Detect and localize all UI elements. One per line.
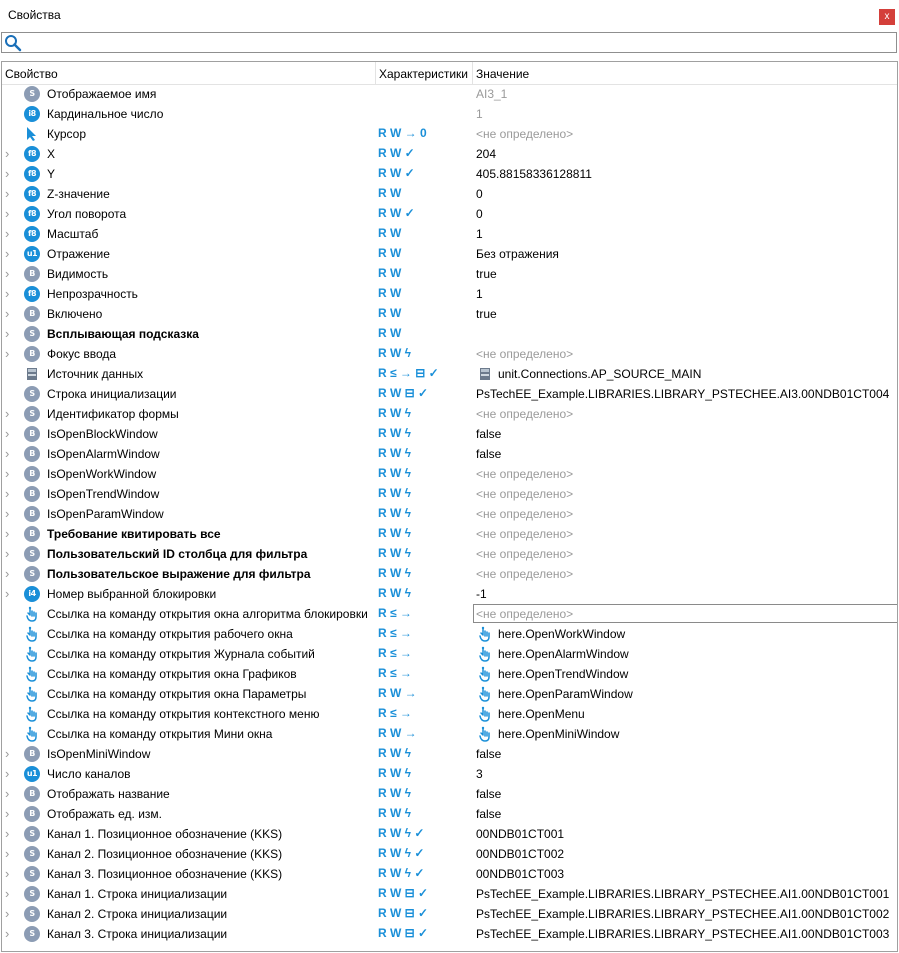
property-name: Включено [47,307,103,321]
property-name: Ссылка на команду открытия Мини окна [47,727,273,741]
property-name: Канал 3. Позиционное обозначение (KKS) [47,867,283,881]
property-row[interactable] [2,444,897,464]
property-value[interactable]: 1 [476,287,483,301]
property-characteristics: R ≤ → ⊟ ✓ [378,366,439,380]
property-row[interactable] [2,824,897,844]
property-characteristics: R W ϟ [378,786,412,800]
property-name: Строка инициализации [47,387,177,401]
expand-chevron-icon[interactable]: › [5,286,10,301]
property-name: IsOpenTrendWindow [47,487,160,501]
property-characteristics: R W → 0 [378,126,427,140]
property-characteristics: R W ⊟ ✓ [378,386,429,400]
expand-chevron-icon[interactable]: › [5,146,10,161]
property-characteristics: R W ⊟ ✓ [378,906,429,920]
property-characteristics: R W ✓ [378,166,415,180]
property-value[interactable]: <не определено> [476,407,574,421]
property-name: Число каналов [47,767,131,781]
property-name: Канал 3. Строка инициализации [47,927,228,941]
property-value[interactable]: <не определено> [476,547,574,561]
property-characteristics: R W ϟ [378,486,412,500]
property-value[interactable]: unit.Connections.AP_SOURCE_MAIN [498,367,702,381]
property-name: IsOpenMiniWindow [47,747,151,761]
property-row[interactable] [2,644,897,664]
property-name: Ссылка на команду открытия окна Графиков [47,667,297,681]
int8-type-icon: i8 [24,106,40,122]
property-row[interactable] [2,624,897,644]
property-row[interactable] [2,664,897,684]
property-characteristics: R W [378,306,402,320]
expand-chevron-icon[interactable]: › [5,306,10,321]
property-value[interactable]: PsTechEE_Example.LIBRARIES.LIBRARY_PSTECHEE.AI1.00NDB01CT002 [476,907,890,921]
property-characteristics: R W ϟ ✓ [378,866,425,880]
bool-type-icon: B [24,526,40,542]
property-value[interactable]: here.OpenWorkWindow [498,627,626,641]
property-row[interactable] [2,584,897,604]
property-row[interactable] [2,884,897,904]
property-row[interactable] [2,304,897,324]
float8-type-icon: f8 [24,226,40,242]
command-hand-icon [24,726,40,742]
bool-type-icon: B [24,786,40,802]
property-row[interactable] [2,784,897,804]
property-name: Канал 1. Строка инициализации [47,887,228,901]
property-row[interactable] [2,524,897,544]
property-characteristics: R ≤ → [378,666,412,680]
property-row[interactable] [2,844,897,864]
property-value[interactable]: false [476,807,502,821]
bool-type-icon: B [24,506,40,522]
expand-chevron-icon[interactable]: › [5,486,10,501]
expand-chevron-icon[interactable]: › [5,226,10,241]
expand-chevron-icon[interactable]: › [5,766,10,781]
property-name: Отображаемое имя [47,87,157,101]
property-name: Пользовательское выражение для фильтра [47,567,311,581]
property-name: IsOpenBlockWindow [47,427,158,441]
expand-chevron-icon[interactable]: › [5,826,10,841]
property-characteristics: R W [378,266,402,280]
property-name: Источник данных [47,367,144,381]
property-row[interactable] [2,464,897,484]
bool-type-icon: B [24,446,40,462]
property-row[interactable] [2,904,897,924]
column-splitter[interactable] [472,62,473,84]
column-header-characteristics[interactable]: Характеристики [379,67,468,81]
expand-chevron-icon[interactable]: › [5,166,10,181]
bool-type-icon: B [24,306,40,322]
property-row[interactable] [2,544,897,564]
string-type-icon: S [24,886,40,902]
expand-chevron-icon[interactable]: › [5,506,10,521]
property-name: Отражение [47,247,110,261]
float8-type-icon: f8 [24,286,40,302]
uint1-type-icon: u1 [24,246,40,262]
property-row[interactable] [2,324,897,344]
property-row[interactable] [2,364,897,384]
string-type-icon: S [24,406,40,422]
property-name: Пользовательский ID столбца для фильтра [47,547,308,561]
string-type-icon: S [24,386,40,402]
bool-type-icon: B [24,486,40,502]
property-grid [1,61,898,952]
property-row[interactable] [2,184,897,204]
property-row[interactable] [2,804,897,824]
property-name: Непрозрачность [47,287,138,301]
property-characteristics: R ≤ → [378,706,412,720]
property-characteristics: R W [378,246,402,260]
bool-type-icon: B [24,346,40,362]
command-hand-icon [24,666,40,682]
property-value[interactable]: false [476,447,502,461]
string-type-icon: S [24,846,40,862]
float8-type-icon: f8 [24,166,40,182]
property-name: Канал 2. Строка инициализации [47,907,228,921]
property-row[interactable] [2,724,897,744]
bool-type-icon: B [24,806,40,822]
property-row[interactable] [2,484,897,504]
float8-type-icon: f8 [24,146,40,162]
window-title: Свойства [8,8,61,22]
property-name: Ссылка на команду открытия контекстного меню [47,707,320,721]
property-row[interactable] [2,384,897,404]
close-button[interactable]: x [879,9,895,25]
property-value[interactable]: <не определено> [476,347,574,361]
string-type-icon: S [24,86,40,102]
command-hand-icon [24,686,40,702]
property-characteristics: R W ϟ [378,766,412,780]
string-type-icon: S [24,326,40,342]
property-name: Y [47,167,56,181]
property-name: Угол поворота [47,207,127,221]
property-characteristics: R ≤ → [378,626,412,640]
string-type-icon: S [24,926,40,942]
column-header-value[interactable]: Значение [476,67,530,81]
property-characteristics: R W ϟ ✓ [378,826,425,840]
property-value[interactable]: here.OpenParamWindow [498,687,633,701]
property-value[interactable]: here.OpenTrendWindow [498,667,629,681]
property-row[interactable] [2,284,897,304]
property-row[interactable] [2,704,897,724]
string-type-icon: S [24,826,40,842]
property-value[interactable]: true [476,307,497,321]
property-row[interactable] [2,864,897,884]
column-splitter[interactable] [375,62,376,84]
property-value[interactable]: false [476,787,502,801]
property-name: IsOpenWorkWindow [47,467,157,481]
property-characteristics: R W → [378,726,417,740]
expand-chevron-icon[interactable]: › [5,786,10,801]
search-icon [4,34,22,52]
property-characteristics: R W ϟ [378,506,412,520]
property-value[interactable]: here.OpenMenu [498,707,585,721]
command-hand-icon [477,646,493,662]
property-characteristics: R W ϟ [378,806,412,820]
expand-chevron-icon[interactable]: › [5,526,10,541]
property-value[interactable]: false [476,427,502,441]
property-value[interactable]: <не определено> [476,527,574,541]
property-characteristics: R W ϟ [378,746,412,760]
property-value[interactable]: <не определено> [476,607,574,621]
float8-type-icon: f8 [24,186,40,202]
property-row[interactable] [2,504,897,524]
property-name: Фокус ввода [47,347,117,361]
property-characteristics: R W ϟ [378,426,412,440]
property-value[interactable]: -1 [476,587,487,601]
property-characteristics: R W [378,186,402,200]
property-value[interactable]: 1 [476,107,483,121]
property-value[interactable]: 3 [476,767,483,781]
expand-chevron-icon[interactable]: › [5,346,10,361]
datasource-icon [477,366,493,382]
property-characteristics: R W ✓ [378,146,415,160]
expand-chevron-icon[interactable]: › [5,466,10,481]
property-value[interactable]: 0 [476,207,483,221]
expand-chevron-icon[interactable]: › [5,326,10,341]
property-name: IsOpenParamWindow [47,507,164,521]
property-characteristics: R W ϟ [378,546,412,560]
property-name: Идентификатор формы [47,407,179,421]
property-name: Масштаб [47,227,99,241]
property-characteristics: R W ϟ [378,586,412,600]
bool-type-icon: B [24,466,40,482]
expand-chevron-icon[interactable]: › [5,546,10,561]
property-value[interactable]: 00NDB01CT003 [476,867,565,881]
property-name: Видимость [47,267,109,281]
property-row[interactable] [2,424,897,444]
expand-chevron-icon[interactable]: › [5,406,10,421]
cursor-icon [24,126,40,142]
property-characteristics: R W [378,286,402,300]
command-hand-icon [477,726,493,742]
property-row[interactable] [2,684,897,704]
expand-chevron-icon[interactable]: › [5,186,10,201]
datasource-icon [24,366,40,382]
property-row[interactable] [2,344,897,364]
property-characteristics: R W [378,326,402,340]
property-row[interactable] [2,604,897,624]
command-hand-icon [477,706,493,722]
property-row[interactable] [2,204,897,224]
string-type-icon: S [24,866,40,882]
expand-chevron-icon[interactable]: › [5,746,10,761]
expand-chevron-icon[interactable]: › [5,846,10,861]
property-name: Курсор [47,127,87,141]
command-hand-icon [24,706,40,722]
property-value[interactable]: true [476,267,497,281]
bool-type-icon: B [24,426,40,442]
grid-header [2,62,897,85]
property-name: Требование квитировать все [47,527,221,541]
property-value[interactable]: PsTechEE_Example.LIBRARIES.LIBRARY_PSTECHEE.AI1.00NDB01CT003 [476,927,890,941]
command-hand-icon [477,686,493,702]
search-input[interactable] [24,34,884,50]
property-value[interactable]: 0 [476,187,483,201]
property-value[interactable]: <не определено> [476,567,574,581]
property-name: X [47,147,56,161]
property-row[interactable] [2,924,897,944]
property-characteristics: R W → [378,686,417,700]
property-value[interactable]: 1 [476,227,483,241]
uint1-type-icon: u1 [24,766,40,782]
expand-chevron-icon[interactable]: › [5,266,10,281]
property-row[interactable] [2,144,897,164]
property-row[interactable] [2,244,897,264]
expand-chevron-icon[interactable]: › [5,586,10,601]
property-value[interactable]: 405.88158336128811 [476,167,592,181]
expand-chevron-icon[interactable]: › [5,806,10,821]
property-characteristics: R W ϟ ✓ [378,846,425,860]
command-hand-icon [24,606,40,622]
property-value[interactable]: <не определено> [476,507,574,521]
property-name: Ссылка на команду открытия Журнала событий [47,647,315,661]
property-name: Кардинальное число [47,107,164,121]
property-characteristics: R W ϟ [378,466,412,480]
expand-chevron-icon[interactable]: › [5,866,10,881]
command-hand-icon [477,626,493,642]
command-hand-icon [24,646,40,662]
property-row[interactable] [2,404,897,424]
bool-type-icon: B [24,746,40,762]
property-value[interactable]: 00NDB01CT001 [476,827,565,841]
property-value[interactable]: here.OpenAlarmWindow [498,647,629,661]
property-value[interactable]: <не определено> [476,467,574,481]
float8-type-icon: f8 [24,206,40,222]
property-row[interactable] [2,564,897,584]
property-characteristics: R W ϟ [378,346,412,360]
expand-chevron-icon[interactable]: › [5,206,10,221]
property-value[interactable]: AI3_1 [476,87,508,101]
int4-type-icon: i4 [24,586,40,602]
expand-chevron-icon[interactable]: › [5,566,10,581]
expand-chevron-icon[interactable]: › [5,446,10,461]
bool-type-icon: B [24,266,40,282]
property-characteristics: R W ϟ [378,526,412,540]
expand-chevron-icon[interactable]: › [5,426,10,441]
property-characteristics: R ≤ → [378,606,412,620]
window-titlebar [0,0,899,31]
property-characteristics: R W ✓ [378,206,415,220]
property-value[interactable]: Без отражения [476,247,559,261]
expand-chevron-icon[interactable]: › [5,906,10,921]
property-name: Канал 2. Позиционное обозначение (KKS) [47,847,283,861]
property-name: Канал 1. Позиционное обозначение (KKS) [47,827,283,841]
property-value[interactable]: <не определено> [476,127,574,141]
property-value[interactable]: 204 [476,147,497,161]
property-name: Отображать название [47,787,170,801]
property-row[interactable] [2,84,897,104]
string-type-icon: S [24,906,40,922]
property-characteristics: R W ⊟ ✓ [378,926,429,940]
property-name: Z-значение [47,187,110,201]
property-row[interactable] [2,224,897,244]
command-hand-icon [24,626,40,642]
property-value[interactable]: false [476,747,502,761]
property-value[interactable]: <не определено> [476,487,574,501]
expand-chevron-icon[interactable]: › [5,926,10,941]
column-header-property[interactable]: Свойство [5,67,58,81]
command-hand-icon [477,666,493,682]
expand-chevron-icon[interactable]: › [5,246,10,261]
property-name: Всплывающая подсказка [47,327,199,341]
property-name: Ссылка на команду открытия окна алгоритма блокировки [47,607,368,621]
string-type-icon: S [24,566,40,582]
property-name: Ссылка на команду открытия рабочего окна [47,627,293,641]
property-row[interactable] [2,764,897,784]
expand-chevron-icon[interactable]: › [5,886,10,901]
property-name: Ссылка на команду открытия окна Параметры [47,687,307,701]
property-characteristics: R W ϟ [378,406,412,420]
property-characteristics: R W ⊟ ✓ [378,886,429,900]
property-row[interactable] [2,104,897,124]
property-value[interactable]: 00NDB01CT002 [476,847,565,861]
property-value[interactable]: here.OpenMiniWindow [498,727,620,741]
property-row[interactable] [2,124,897,144]
property-value[interactable]: PsTechEE_Example.LIBRARIES.LIBRARY_PSTECHEE.AI3.00NDB01CT004 [476,387,890,401]
property-name: Номер выбранной блокировки [47,587,217,601]
property-rows [2,84,897,944]
property-characteristics: R W [378,226,402,240]
property-row[interactable] [2,264,897,284]
property-value[interactable]: PsTechEE_Example.LIBRARIES.LIBRARY_PSTECHEE.AI1.00NDB01CT001 [476,887,890,901]
property-characteristics: R ≤ → [378,646,412,660]
string-type-icon: S [24,546,40,562]
property-row[interactable] [2,744,897,764]
search-box[interactable] [1,32,897,53]
property-row[interactable] [2,164,897,184]
property-characteristics: R W ϟ [378,446,412,460]
property-characteristics: R W ϟ [378,566,412,580]
property-name: IsOpenAlarmWindow [47,447,160,461]
property-name: Отображать ед. изм. [47,807,162,821]
